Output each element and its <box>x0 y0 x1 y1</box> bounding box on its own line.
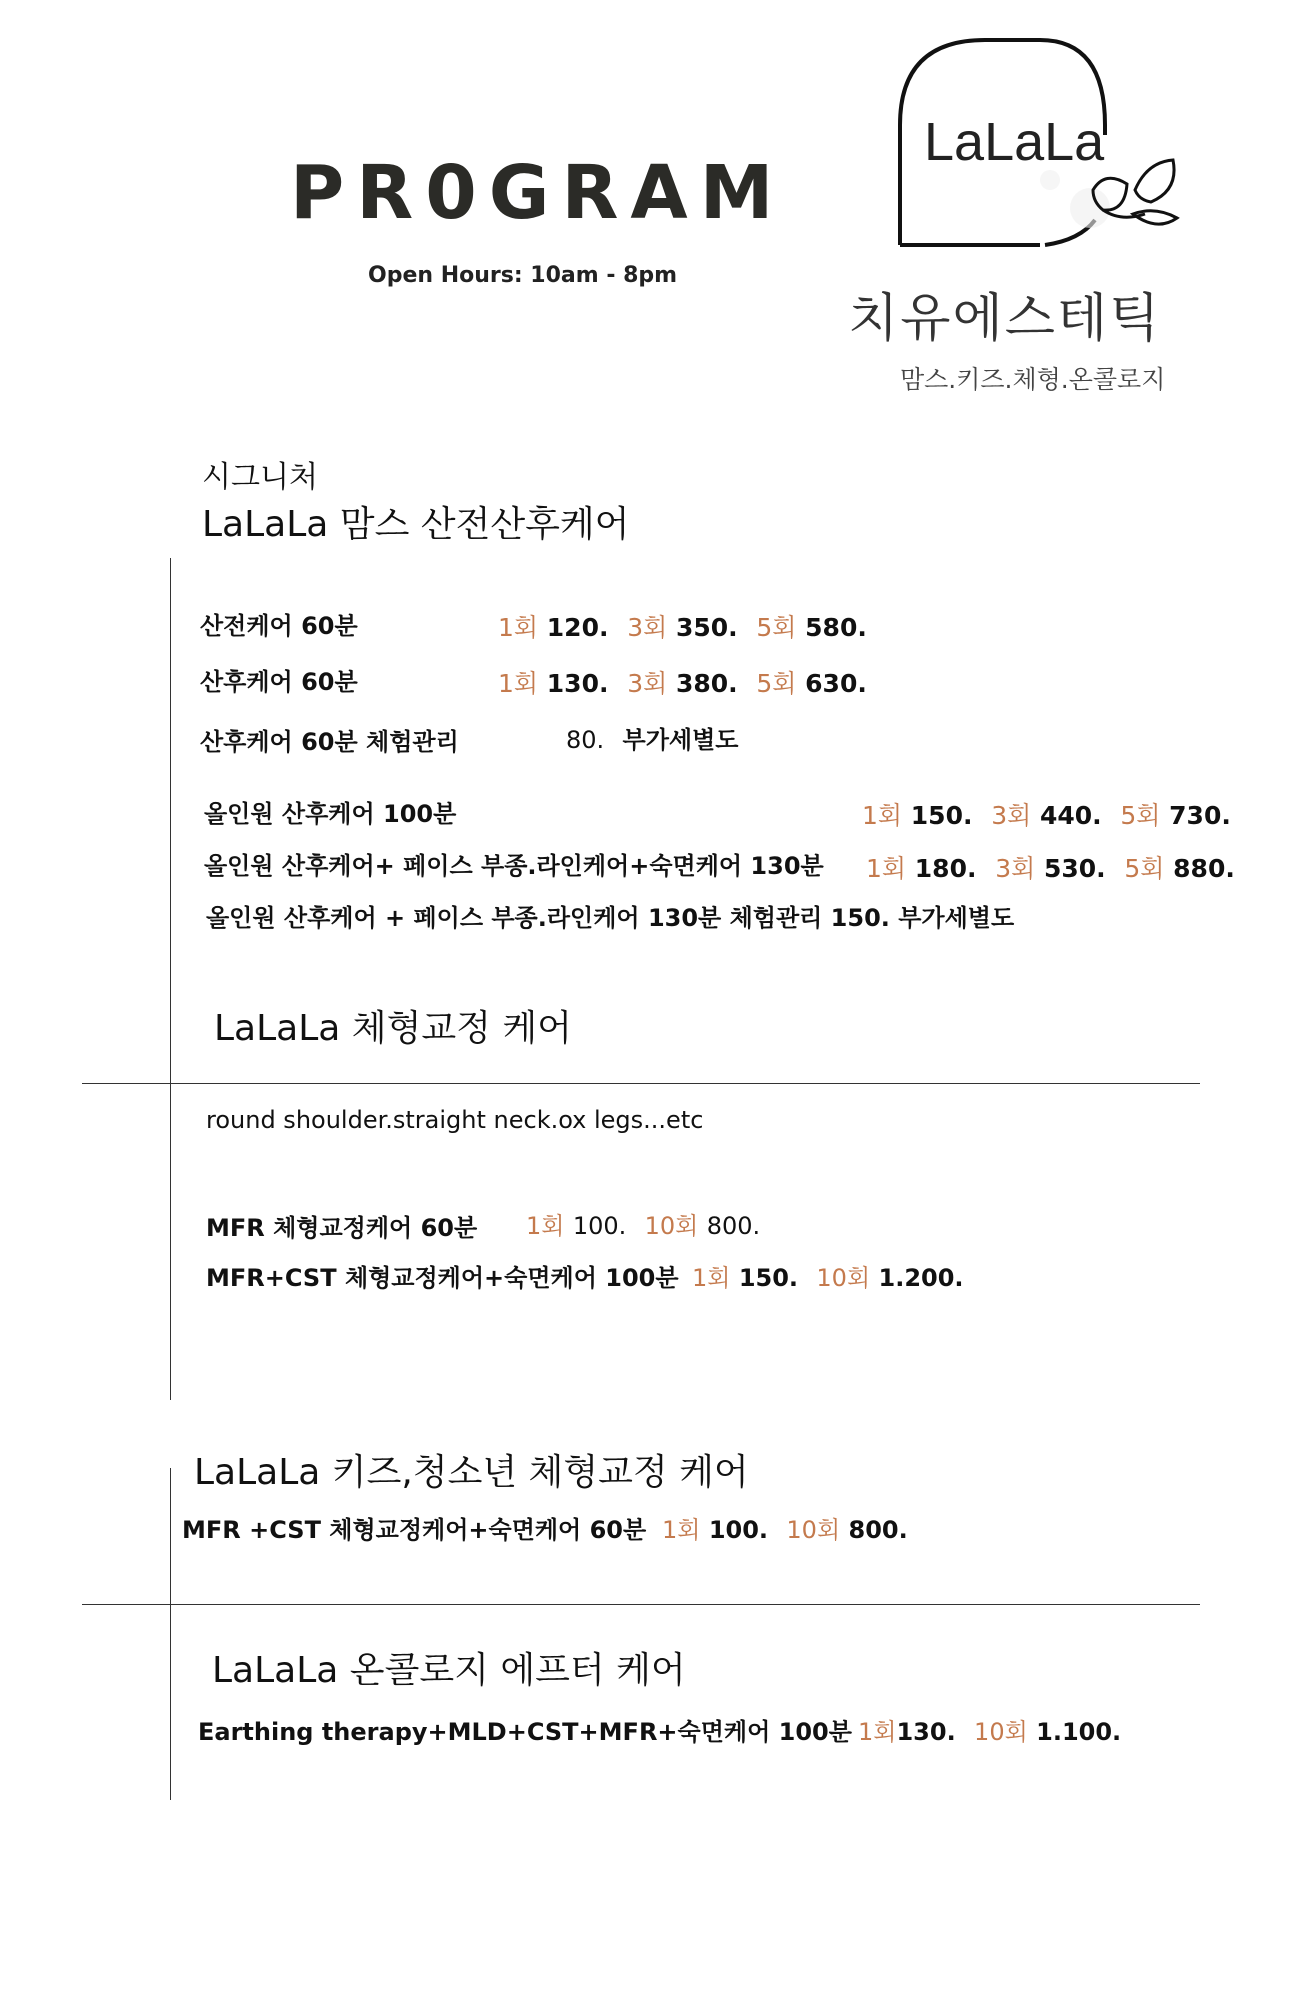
kids-item-price <box>662 1510 918 1545</box>
price-count: 1회 <box>498 613 539 642</box>
oncology-item-price <box>858 1712 1131 1747</box>
logo-arch-text: LaLaLa <box>924 112 1105 172</box>
price-count: 5회 <box>756 613 797 642</box>
section-title-oncology: LaLaLa 온콜로지 에프터 케어 <box>212 1650 686 1691</box>
price-value: 150. <box>738 1264 799 1292</box>
price-count: 10회 <box>974 1718 1028 1746</box>
price-value: 130. <box>896 1718 956 1746</box>
kids-item-name: MFR +CST 체형교정케어+숙면케어 60분 <box>182 1516 647 1544</box>
price-value: 630. <box>805 669 867 698</box>
price-value: 440. <box>1039 801 1102 830</box>
price-value: 1.200. <box>878 1264 964 1292</box>
moms-item-price <box>498 608 877 644</box>
price-value: 120. <box>546 613 609 642</box>
moms-item-price <box>862 796 1241 832</box>
price-count: 10회 <box>644 1212 699 1240</box>
price-value: 580. <box>805 613 867 642</box>
moms-item-name: 올인원 산후케어 100분 <box>204 800 457 828</box>
brand-subtitle: 맘스.키즈.체형.온콜로지 <box>900 365 1166 394</box>
price-value: 80. <box>566 726 605 754</box>
price-value: 880. <box>1173 854 1235 883</box>
leaf-icon <box>1085 150 1185 240</box>
divider-horizontal-2 <box>82 1604 1200 1605</box>
price-value: 130. <box>546 669 609 698</box>
price-value: 380. <box>675 669 738 698</box>
posture-item-price <box>692 1258 974 1293</box>
price-count: 1회 <box>692 1264 731 1292</box>
price-count: 10회 <box>786 1516 841 1544</box>
page-title: PR0GRAM <box>290 150 786 236</box>
section-title-kids: LaLaLa 키즈,청소년 체형교정 케어 <box>194 1452 749 1493</box>
price-value: 1.100. <box>1036 1718 1122 1746</box>
price-count: 5회 <box>756 669 797 698</box>
price-count: 3회 <box>991 801 1032 830</box>
posture-item-name: MFR+CST 체형교정케어+숙면케어 100분 <box>206 1264 679 1292</box>
divider-horizontal-1 <box>82 1083 1200 1084</box>
price-value: 350. <box>675 613 738 642</box>
moms-item-price <box>866 849 1245 885</box>
price-value: 800. <box>848 1516 908 1544</box>
signature-label: 시그니처 <box>202 460 318 495</box>
oncology-item-name: Earthing therapy+MLD+CST+MFR+숙면케어 100분 <box>198 1718 852 1746</box>
posture-description: round shoulder.straight neck.ox legs...etc <box>206 1106 704 1134</box>
price-note: 부가세별도 <box>622 726 739 754</box>
moms-item-name: 올인원 산후케어+ 페이스 부종.라인케어+숙면케어 130분 <box>204 852 824 880</box>
moms-item-name: 올인원 산후케어 + 페이스 부종.라인케어 130분 체험관리 150. 부가세별도 <box>206 904 1015 932</box>
price-count: 1회 <box>866 854 907 883</box>
price-count: 1회 <box>662 1516 701 1544</box>
section-title-posture: LaLaLa 체형교정 케어 <box>214 1008 572 1049</box>
price-value: 730. <box>1169 801 1231 830</box>
price-count: 3회 <box>995 854 1036 883</box>
price-count: 1회 <box>498 669 539 698</box>
price-value: 150. <box>910 801 973 830</box>
divider-vertical-bottom <box>170 1468 171 1800</box>
price-count: 1회 <box>526 1212 565 1240</box>
open-hours: Open Hours: 10am - 8pm <box>368 263 678 288</box>
posture-item-price <box>526 1206 770 1241</box>
moms-item-price <box>498 664 877 700</box>
price-value: 100. <box>708 1516 769 1544</box>
price-value: 800. <box>706 1212 761 1240</box>
brand-name: 치유에스테틱 <box>848 289 1162 349</box>
price-count: 1회 <box>858 1718 897 1746</box>
moms-item-name: 산전케어 60분 <box>200 612 358 640</box>
moms-item-price <box>566 720 738 755</box>
moms-item-name: 산후케어 60분 <box>200 668 358 696</box>
price-count: 10회 <box>816 1264 871 1292</box>
price-count: 5회 <box>1124 854 1165 883</box>
price-count: 3회 <box>627 613 668 642</box>
price-value: 530. <box>1043 854 1106 883</box>
price-count: 5회 <box>1120 801 1161 830</box>
price-value: 100. <box>572 1212 627 1240</box>
posture-item-name: MFR 체형교정케어 60분 <box>206 1214 478 1242</box>
divider-vertical-top <box>170 558 171 1400</box>
price-count: 3회 <box>627 669 668 698</box>
section-title-moms: LaLaLa 맘스 산전산후케어 <box>202 504 630 545</box>
price-value: 180. <box>914 854 977 883</box>
price-count: 1회 <box>862 801 903 830</box>
moms-item-name: 산후케어 60분 체험관리 <box>200 728 459 756</box>
